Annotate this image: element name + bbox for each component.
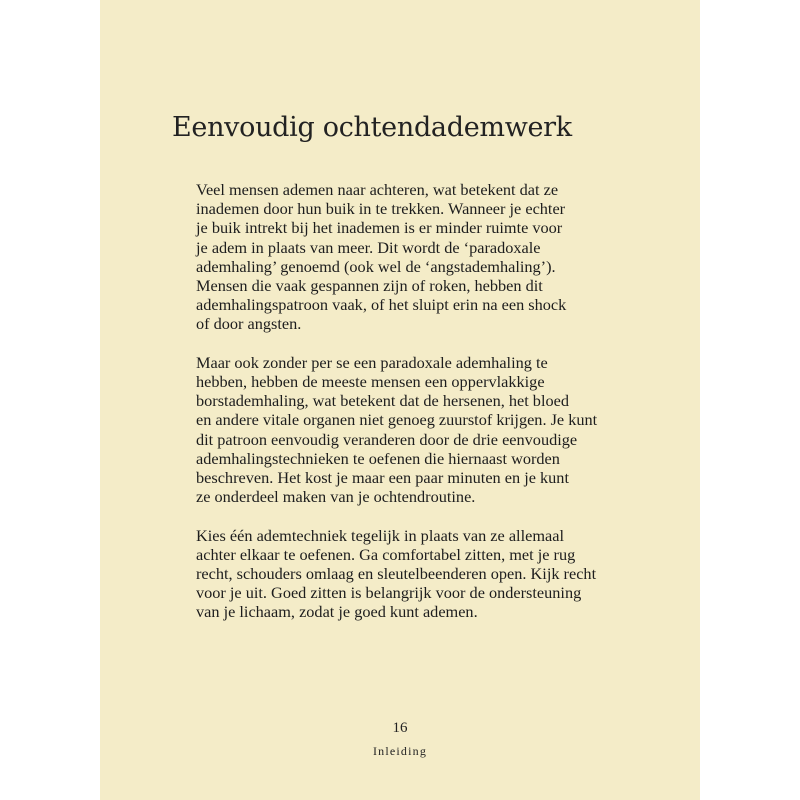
paragraph-line: Maar ook zonder per se een paradoxale ademhaling te: [196, 352, 548, 372]
paragraph-line: dit patroon eenvoudig veranderen door de drie eenvoudige: [196, 429, 578, 449]
paragraph-1: [196, 180, 626, 334]
book-page: [100, 0, 700, 800]
paragraph-line: recht, schouders omlaag en sleutelbeenderen open. Kijk recht: [196, 564, 597, 584]
paragraph-line: ademhalingstechnieken te oefenen die hiernaast worden: [196, 448, 560, 468]
paragraph-line: Veel mensen ademen naar achteren, wat betekent dat ze: [196, 180, 559, 199]
paragraph-3: [196, 526, 626, 622]
paragraph-line: je buik intrekt bij het inademen is er minder ruimte voor: [196, 218, 563, 238]
section-label: Inleiding: [372, 744, 428, 758]
paragraph-line: van je lichaam, zodat je goed kunt ademen.: [196, 602, 478, 622]
paragraph-line: borstademhaling, wat betekent dat de hersenen, het bloed: [196, 391, 569, 411]
paragraph-line: beschreven. Het kost je maar een paar minuten en je kunt: [196, 468, 569, 488]
page-title: Eenvoudig ochtendademwerk: [172, 112, 572, 143]
paragraph-line: inademen door hun buik in te trekken. Wanneer je echter: [196, 199, 566, 219]
paragraph-line: en andere vitale organen niet genoeg zuurstof krijgen. Je kunt: [196, 410, 598, 430]
paragraph-line: je adem in plaats van meer. Dit wordt de ‘paradoxale: [196, 237, 541, 257]
paragraph-2: [196, 353, 626, 507]
paragraph-line: Kies één ademtechniek tegelijk in plaats van ze allemaal: [196, 525, 564, 545]
body-text: [196, 180, 626, 641]
page-number: 16: [392, 720, 408, 736]
paragraph-line: ze onderdeel maken van je ochtendroutine.: [196, 487, 476, 507]
paragraph-line: of door angsten.: [196, 314, 302, 334]
paragraph-line: voor je uit. Goed zitten is belangrijk voor de ondersteuning: [196, 583, 582, 603]
paragraph-line: hebben, hebben de meeste mensen een oppervlakkige: [196, 372, 545, 392]
paragraph-line: ademhalingspatroon vaak, of het sluipt erin na een shock: [196, 295, 567, 315]
paragraph-line: Mensen die vaak gespannen zijn of roken, hebben dit: [196, 276, 543, 296]
paragraph-line: ademhaling’ genoemd (ook wel de ‘angstademhaling’).: [196, 256, 556, 276]
paragraph-line: achter elkaar te oefenen. Ga comfortabel zitten, met je rug: [196, 544, 576, 564]
